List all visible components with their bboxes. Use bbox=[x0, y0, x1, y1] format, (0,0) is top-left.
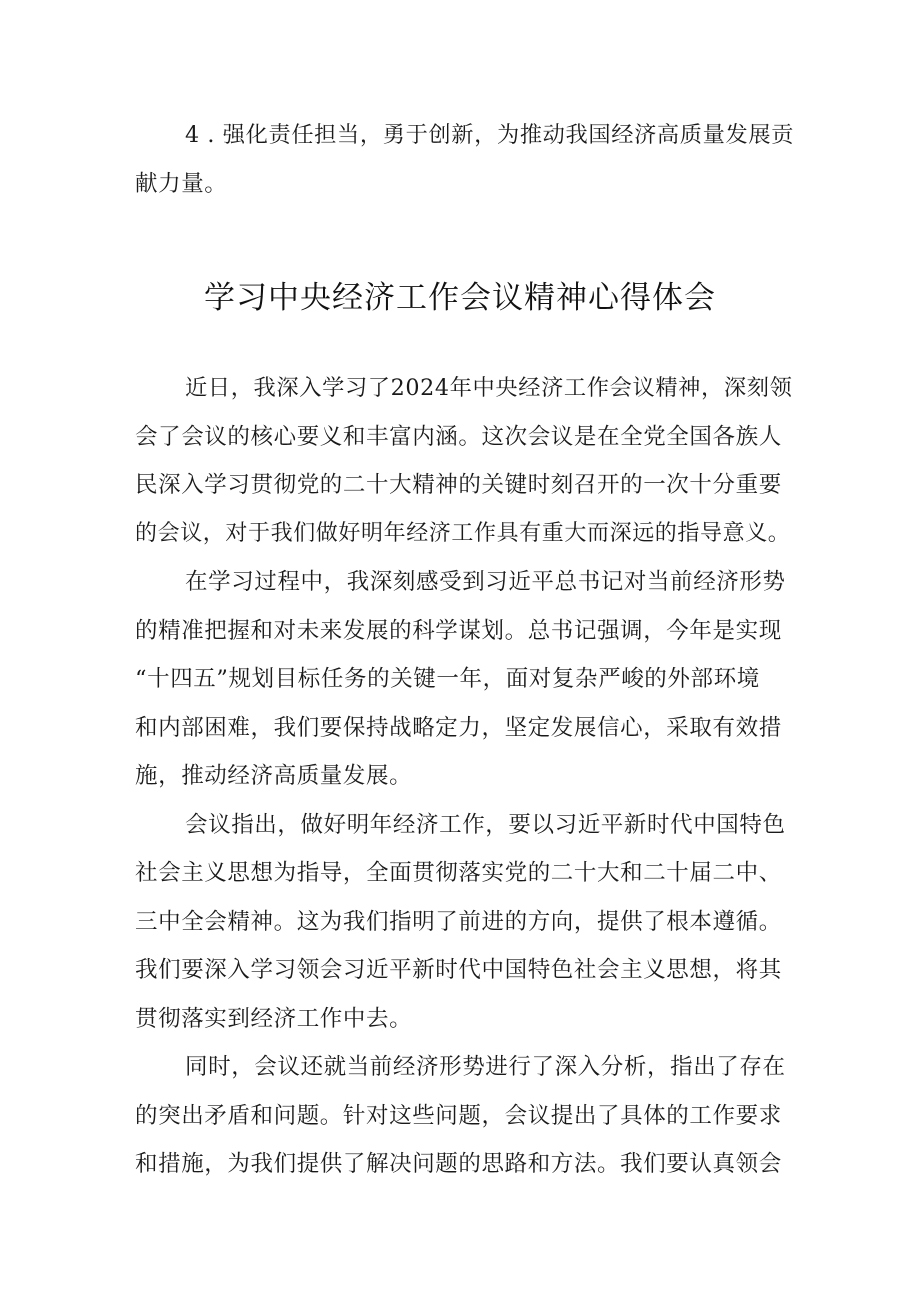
paragraph-line: 在学习过程中，我深刻感受到习近平总书记对当前经济形势 bbox=[185, 569, 786, 595]
paragraph-line: 三中全会精神。这为我们指明了前进的方向，提供了根本遵循。 bbox=[135, 908, 782, 935]
document-title: 学习中央经济工作会议精神心得体会 bbox=[204, 280, 716, 316]
paragraph-line: 民深入学习贯彻党的二十大精神的关键时刻召开的一次十分重要 bbox=[135, 472, 782, 498]
paragraph-1 bbox=[135, 364, 795, 558]
intro-line: 4 . 强化责任担当，勇于创新，为推动我国经济高质量发展贡 bbox=[185, 122, 795, 148]
paragraph-line: 贯彻落实到经济工作中去。 bbox=[135, 1005, 413, 1032]
paragraph-line: 会了会议的核心要义和丰富内涵。这次会议是在全党全国各族人 bbox=[135, 423, 782, 450]
paragraph-line: 的精准把握和对未来发展的科学谋划。总书记强调，今年是实现 bbox=[135, 617, 782, 644]
paragraph-line: 和内部困难，我们要保持战略定力，坚定发展信心，采取有效措 bbox=[135, 714, 782, 741]
paragraph-3 bbox=[135, 801, 795, 1044]
paragraph-line: 施，推动经济高质量发展。 bbox=[135, 763, 413, 789]
paragraph-line: 我们要深入学习领会习近平新时代中国特色社会主义思想，将其 bbox=[135, 957, 782, 983]
paragraph-line: 社会主义思想为指导，全面贯彻落实党的二十大和二十届二中、 bbox=[135, 860, 782, 886]
paragraph-line: 近日，我深入学习了2024年中央经济工作会议精神，深刻领 bbox=[185, 375, 793, 401]
paragraph-4 bbox=[135, 1043, 795, 1189]
document-body bbox=[135, 364, 795, 1189]
paragraph-line: 的突出矛盾和问题。针对这些问题，会议提出了具体的工作要求 bbox=[135, 1102, 782, 1129]
paragraph-2 bbox=[135, 558, 795, 801]
paragraph-line: 同时，会议还就当前经济形势进行了深入分析，指出了存在 bbox=[185, 1054, 786, 1080]
intro-line: 献力量。 bbox=[135, 170, 228, 197]
paragraph-line: 会议指出，做好明年经济工作，要以习近平新时代中国特色 bbox=[185, 811, 786, 838]
intro-item bbox=[135, 111, 795, 208]
paragraph-line: 和措施，为我们提供了解决问题的思路和方法。我们要认真领会 bbox=[135, 1151, 782, 1177]
paragraph-line: “十四五”规划目标任务的关键一年，面对复杂严峻的外部环境 bbox=[135, 666, 760, 692]
paragraph-line: 的会议，对于我们做好明年经济工作具有重大而深远的指导意义。 bbox=[135, 520, 791, 546]
